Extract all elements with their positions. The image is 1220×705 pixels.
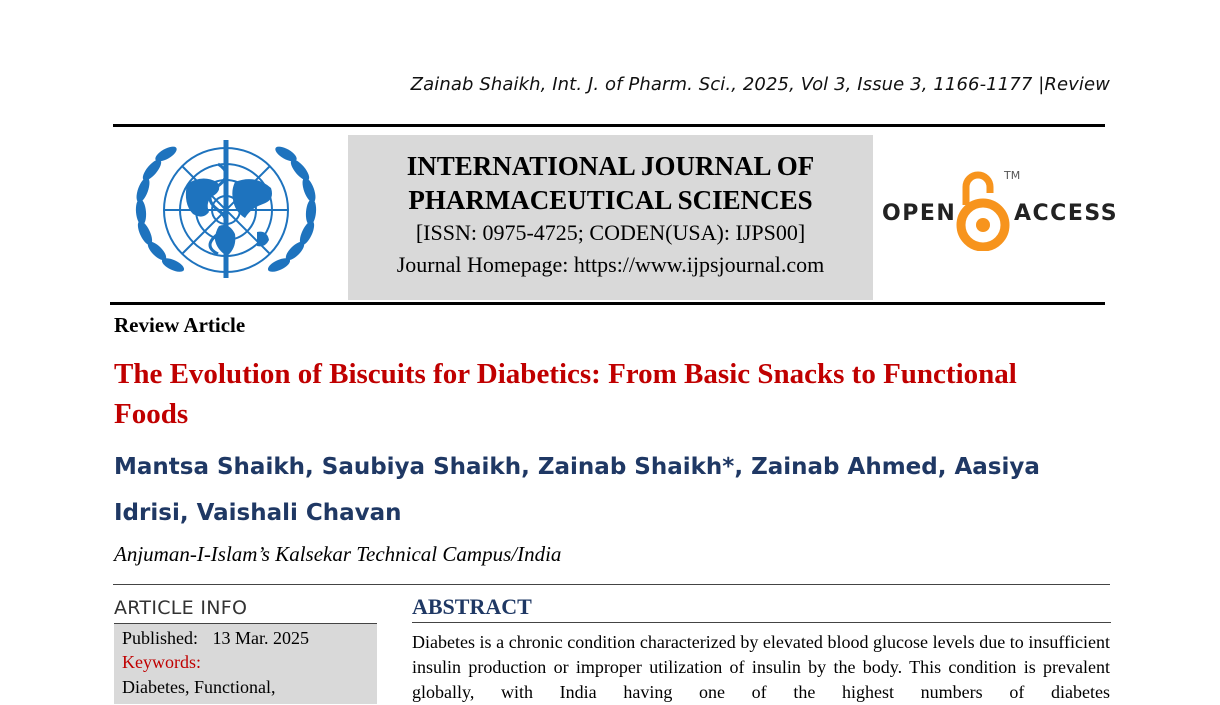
access-word: ACCESS xyxy=(1014,201,1119,226)
article-title: The Evolution of Biscuits for Diabetics: From Basic Snacks to Functional Foods xyxy=(114,358,1017,430)
journal-homepage-link[interactable]: Journal Homepage: https://www.ijpsjournal.com xyxy=(396,252,825,277)
article-type: Review Article xyxy=(114,313,246,337)
abstract-rule xyxy=(412,622,1111,623)
article-info-heading: ARTICLE INFO xyxy=(114,597,248,619)
abstract-heading: ABSTRACT xyxy=(412,594,532,619)
published-date: 13 Mar. 2025 xyxy=(212,628,310,648)
author-affiliation: Anjuman-I-Islam’s Kalsekar Technical Campus/India xyxy=(114,542,562,566)
keywords-list: Diabetes, Functional, xyxy=(122,677,276,697)
published-row xyxy=(122,628,309,649)
masthead-bottom-rule xyxy=(110,302,1105,305)
journal-name-line2: PHARMACEUTICAL SCIENCES xyxy=(408,185,813,215)
running-header-citation: Zainab Shaikh, Int. J. of Pharm. Sci., 2025, Vol 3, Issue 3, 1166-1177 |Review xyxy=(410,74,1110,95)
journal-issn: [ISSN: 0975-4725; CODEN(USA): IJPS00] xyxy=(415,220,806,245)
open-word: OPEN xyxy=(882,201,957,226)
affiliation-rule xyxy=(113,584,1110,585)
journal-name-line1: INTERNATIONAL JOURNAL OF xyxy=(406,151,815,181)
trademark-mark: TM xyxy=(1004,169,1021,182)
top-rule xyxy=(113,124,1105,127)
author-list: Mantsa Shaikh, Saubiya Shaikh, Zainab Shaikh*, Zainab Ahmed, Aasiya Idrisi, Vaishali Chavan xyxy=(114,454,1040,526)
journal-masthead xyxy=(348,135,873,300)
published-label: Published: xyxy=(122,628,199,648)
keywords-label: Keywords: xyxy=(122,652,201,672)
article-info-panel xyxy=(114,624,377,704)
abstract-body: Diabetes is a chronic condition characterized by elevated blood glucose levels due to insufficient insulin production or improper utilization of insulin by the body. This condition is prevalent globally, with India having one of the highest numbers of diabetes xyxy=(412,632,1110,702)
open-access-logo xyxy=(880,165,1119,255)
journal-emblem-logo xyxy=(127,134,325,284)
